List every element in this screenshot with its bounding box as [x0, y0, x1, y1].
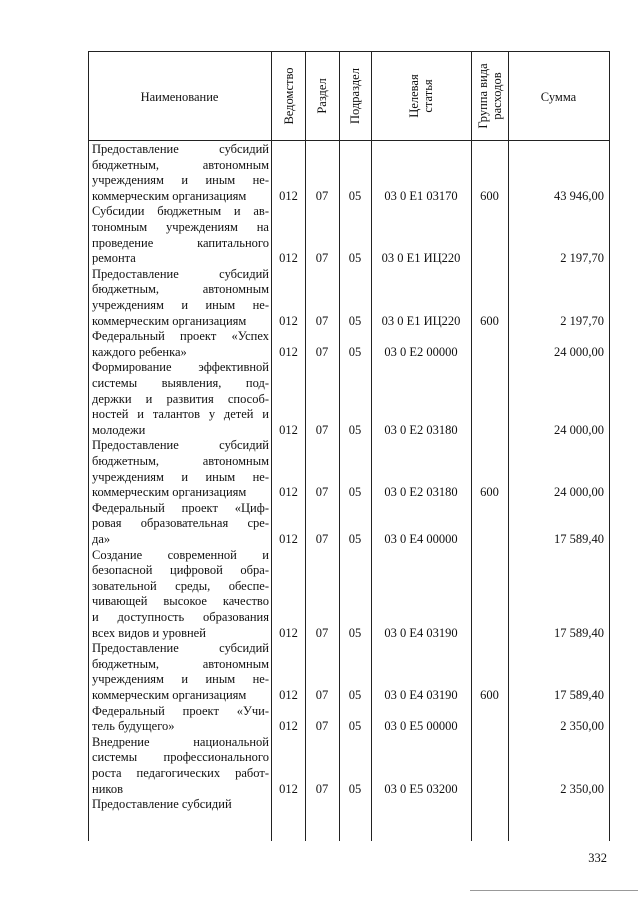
row-podrazdel: 05	[348, 625, 362, 640]
header-celevaya-line2: статья	[421, 79, 435, 113]
row-podrazdel: 05	[348, 251, 362, 266]
row-summa: 17 589,40	[554, 688, 604, 702]
row-name-line: Внедрение национальной	[92, 734, 269, 749]
header-razdel: Раздел	[315, 78, 329, 114]
row-razdel: 07	[315, 688, 329, 702]
row-summa: 17 589,40	[554, 625, 604, 640]
row-podrazdel: 05	[348, 188, 362, 203]
row-vedomstvo: 012	[279, 313, 298, 328]
row-name-line: тономным учреждениям на	[92, 220, 269, 234]
header-summa: Сумма	[540, 90, 577, 104]
row-name-line: Предоставление субсидий	[92, 266, 269, 281]
row-name-line: безопасной цифровой обра-	[92, 563, 269, 578]
row-name-line: бюджетным, автономным	[92, 282, 269, 297]
row-name-line: Предоставление субсидий	[92, 438, 269, 453]
row-name-line: Субсидии бюджетным и ав-	[92, 204, 269, 219]
row-name-line: Федеральный проект «Успех	[92, 329, 269, 344]
table-top-border	[88, 51, 610, 52]
row-name-line: ников	[92, 781, 123, 796]
row-name-line: Предоставление субсидий	[92, 797, 232, 812]
row-name-line: коммерческим организациям	[92, 188, 247, 203]
row-name-line: проведение капитального	[92, 235, 269, 250]
row-name-line: учреждениям и иным не-	[92, 298, 269, 312]
row-celevaya: 03 0 E5 00000	[384, 719, 458, 734]
row-summa: 24 000,00	[554, 422, 604, 437]
header-celevaya	[407, 74, 435, 117]
row-name-line: тель будущего»	[92, 719, 175, 734]
row-name-line: держки и развития способ-	[92, 391, 269, 406]
row-gruppa: 600	[480, 688, 499, 702]
row-gruppa: 600	[480, 485, 499, 500]
row-name-line: бюджетным, автономным	[92, 157, 269, 172]
row-podrazdel: 05	[348, 719, 362, 734]
row-razdel: 07	[315, 188, 329, 203]
row-razdel: 07	[315, 781, 329, 796]
row-razdel: 07	[315, 485, 329, 500]
row-razdel: 07	[315, 251, 329, 266]
row-name-line: бюджетным, автономным	[92, 454, 269, 468]
row-podrazdel: 05	[348, 313, 362, 328]
row-summa: 2 197,70	[560, 251, 604, 266]
row-name-line: ровая образовательная сре-	[92, 516, 269, 531]
header-vedomstvo: Ведомство	[282, 67, 296, 125]
row-vedomstvo: 012	[279, 251, 298, 266]
row-name-line: коммерческим организациям	[92, 313, 247, 328]
row-summa: 24 000,00	[554, 344, 604, 359]
row-vedomstvo: 012	[279, 719, 298, 734]
row-vedomstvo: 012	[279, 688, 298, 702]
row-podrazdel: 05	[348, 485, 362, 500]
row-name-line: Предоставление субсидий	[92, 142, 269, 156]
row-celevaya: 03 0 E4 03190	[384, 688, 458, 702]
row-name-line: зовательной среды, обеспе-	[92, 578, 269, 593]
row-podrazdel: 05	[348, 532, 362, 546]
row-vedomstvo: 012	[279, 625, 298, 640]
scan-edge-mark	[470, 890, 638, 891]
row-name-line: Предоставление субсидий	[92, 641, 269, 656]
row-podrazdel: 05	[348, 344, 362, 359]
row-name-line: системы профессионального	[92, 750, 269, 765]
row-celevaya: 03 0 E4 03190	[384, 625, 458, 640]
row-name-line: молодежи	[92, 422, 146, 437]
header-celevaya-line1: Целевая	[407, 74, 421, 118]
row-razdel: 07	[315, 313, 329, 328]
row-summa: 2 350,00	[560, 719, 604, 734]
row-name-line: всех видов и уровней	[92, 625, 206, 640]
row-name-line: коммерческим организациям	[92, 485, 247, 500]
row-name-line: Формирование эффективной	[92, 360, 269, 375]
row-name-line: и доступность образования	[92, 610, 269, 624]
row-vedomstvo: 012	[279, 781, 298, 796]
row-name-line: бюджетным, автономным	[92, 656, 269, 671]
row-summa: 2 350,00	[560, 781, 604, 796]
row-vedomstvo: 012	[279, 188, 298, 203]
row-name-line: учреждениям и иным не-	[92, 173, 269, 188]
row-celevaya: 03 0 E4 00000	[384, 532, 458, 546]
header-bottom-border	[88, 140, 610, 141]
row-podrazdel: 05	[348, 688, 362, 702]
row-summa: 17 589,40	[554, 532, 604, 546]
row-name-line: коммерческим организациям	[92, 688, 247, 702]
row-celevaya: 03 0 E2 03180	[384, 422, 458, 437]
row-celevaya: 03 0 E1 ИЦ220	[381, 313, 461, 328]
row-razdel: 07	[315, 625, 329, 640]
page-number: 332	[588, 851, 607, 865]
row-vedomstvo: 012	[279, 344, 298, 359]
row-razdel: 07	[315, 532, 329, 546]
row-name-line: чивающей высокое качество	[92, 594, 269, 609]
row-name-line: учреждениям и иным не-	[92, 672, 269, 687]
row-name-line: Федеральный проект «Учи-	[92, 703, 269, 718]
row-name-line: да»	[92, 532, 111, 546]
row-celevaya: 03 0 E2 00000	[384, 344, 458, 359]
col-border	[88, 51, 89, 841]
header-gruppa	[476, 63, 504, 128]
header-podrazdel: Подраздел	[348, 68, 362, 124]
row-razdel: 07	[315, 422, 329, 437]
header-name: Наименование	[140, 90, 219, 104]
header-gruppa-line1: Группа вида	[476, 63, 490, 129]
row-name-line: ностей и талантов у детей и	[92, 407, 269, 422]
col-border	[471, 51, 472, 841]
row-name-line: учреждениям и иным не-	[92, 469, 269, 484]
row-vedomstvo: 012	[279, 485, 298, 500]
row-celevaya: 03 0 E2 03180	[384, 485, 458, 500]
header-gruppa-line2: расходов	[490, 72, 504, 120]
row-summa: 24 000,00	[554, 485, 604, 500]
row-vedomstvo: 012	[279, 422, 298, 437]
row-name-line: Создание современной и	[92, 547, 269, 562]
row-vedomstvo: 012	[279, 532, 298, 546]
row-name-line: Федеральный проект «Циф-	[92, 500, 269, 515]
row-gruppa: 600	[480, 188, 499, 203]
row-razdel: 07	[315, 344, 329, 359]
col-border	[609, 51, 610, 841]
row-celevaya: 03 0 E1 03170	[384, 188, 458, 203]
row-celevaya: 03 0 E1 ИЦ220	[381, 251, 461, 266]
row-gruppa: 600	[480, 313, 499, 328]
row-razdel: 07	[315, 719, 329, 734]
row-name-line: ремонта	[92, 251, 136, 266]
row-name-line: системы выявления, под-	[92, 376, 269, 390]
row-name-line: каждого ребенка»	[92, 344, 187, 359]
row-celevaya: 03 0 E5 03200	[384, 781, 458, 796]
row-summa: 43 946,00	[554, 188, 604, 203]
row-podrazdel: 05	[348, 781, 362, 796]
row-podrazdel: 05	[348, 422, 362, 437]
row-name-line: роста педагогических работ-	[92, 766, 269, 780]
row-summa: 2 197,70	[560, 313, 604, 328]
